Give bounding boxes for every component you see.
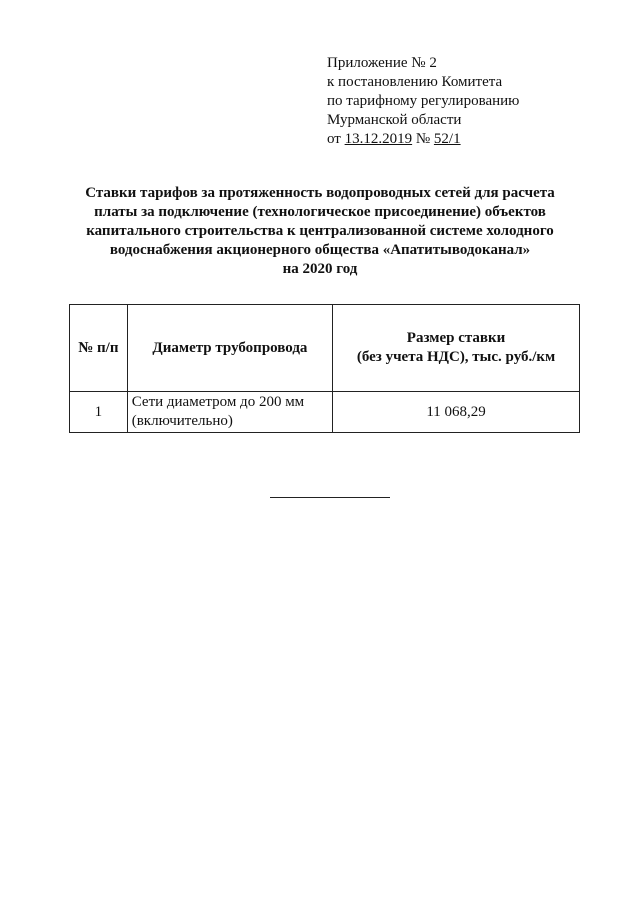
appendix-block [327,54,519,149]
title-line: Ставки тарифов за протяженность водопроводных сетей для расчета [85,185,555,201]
row-description [127,392,332,433]
number-prefix: № [412,131,434,147]
header-diameter: Диаметр трубопровода [127,305,332,392]
appendix-title: Приложение № 2 [327,55,437,71]
row-rate-value: 11 068,29 [333,392,580,433]
rates-table [69,304,580,433]
appendix-region-line: Мурманской области [327,112,462,128]
decree-date: 13.12.2019 [344,131,413,147]
table-header-row [70,305,580,392]
appendix-date-line [327,130,519,149]
appendix-ref-line: к постановлению Комитета [327,74,503,90]
document-title [60,184,580,279]
row-num: 1 [70,392,128,433]
title-line: на 2020 год [282,261,358,277]
title-line: капитального строительства к централизованной системе холодного [86,223,554,239]
row-description-line1: Сети диаметром до 200 мм [131,394,305,410]
row-description-line2: (включительно) [131,413,233,429]
header-rate-line2: (без учета НДС), тыс. руб./км [356,349,556,365]
decree-number: 52/1 [433,131,461,147]
appendix-committee-line: по тарифному регулированию [327,93,520,109]
header-rate [333,305,580,392]
title-line: водоснабжения акционерного общества «Апатитыводоканал» [109,242,531,258]
table-row [70,392,580,433]
date-prefix: от [327,131,345,147]
header-rate-line1: Размер ставки [406,330,506,346]
end-divider [270,497,390,498]
title-line: платы за подключение (технологическое присоединение) объектов [94,204,546,220]
header-num: № п/п [70,305,128,392]
